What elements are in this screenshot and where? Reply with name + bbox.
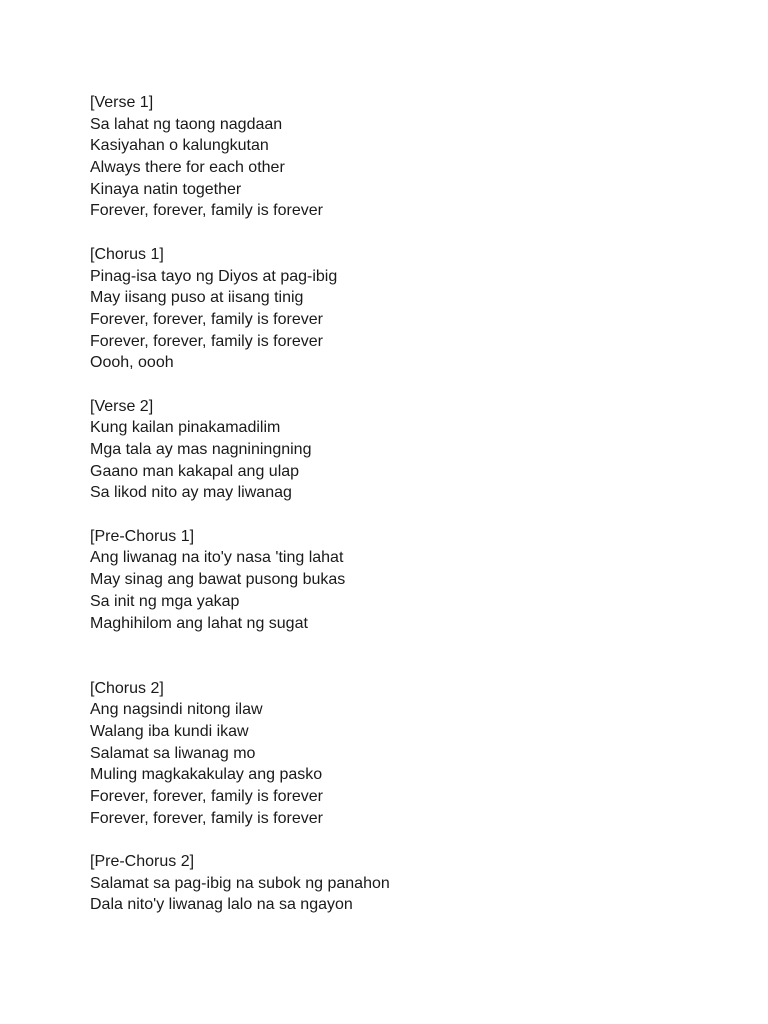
lyric-line: Kung kailan pinakamadilim [90, 419, 281, 437]
section-heading: [Pre-Chorus 1] [90, 527, 195, 545]
section-heading: [Verse 1] [90, 94, 154, 111]
lyric-line: Walang iba kundi ikaw [90, 722, 249, 740]
stanza-gap [90, 374, 390, 396]
lyric-line: Muling magkakakulay ang pasko [90, 766, 323, 784]
stanza-gap [90, 634, 390, 677]
lyric-line: Sa lahat ng taong nagdaan [90, 115, 283, 133]
lyric-line: Salamat sa pag-ibig na subok ng panahon [90, 874, 390, 892]
stanza-gap [90, 504, 390, 526]
lyric-line: May sinag ang bawat pusong bukas [90, 571, 346, 589]
lyric-line: Sa likod nito ay may liwanag [90, 484, 292, 502]
lyric-line: Gaano man kakapal ang ulap [90, 462, 300, 480]
lyric-line: Forever, forever, family is forever [90, 788, 323, 806]
lyric-line: Pinag-isa tayo ng Diyos at pag-ibig [90, 267, 338, 285]
section-heading: [Pre-Chorus 2] [90, 853, 195, 871]
section-heading: [Verse 2] [90, 397, 154, 415]
lyric-line: Ang nagsindi nitong ilaw [90, 701, 263, 719]
section-heading: [Chorus 1] [90, 245, 164, 263]
lyric-line: Mga tala ay mas nagniningning [90, 441, 312, 458]
lyric-line: Forever, forever, family is forever [90, 202, 323, 220]
lyric-line: Maghihilom ang lahat ng sugat [90, 614, 308, 632]
section-heading: [Chorus 2] [90, 679, 164, 697]
lyric-line: Kinaya natin together [90, 180, 242, 198]
lyric-line: Dala nito'y liwanag lalo na sa ngayon [90, 896, 353, 914]
lyric-line: Sa init ng mga yakap [90, 592, 240, 610]
stanza-gap [90, 829, 390, 851]
lyric-line: Forever, forever, family is forever [90, 809, 323, 827]
lyric-line: Forever, forever, family is forever [90, 310, 323, 328]
lyric-line: May iisang puso at iisang tinig [90, 289, 304, 307]
lyric-line: Ang liwanag na ito'y nasa 'ting lahat [90, 549, 344, 567]
lyric-line: Kasiyahan o kalungkutan [90, 137, 269, 155]
stanza-gap [90, 222, 390, 244]
lyric-line: Salamat sa liwanag mo [90, 744, 256, 762]
lyrics-body [90, 92, 390, 916]
lyric-line: Forever, forever, family is forever [90, 332, 323, 350]
lyric-line: Oooh, oooh [90, 354, 174, 372]
lyric-line: Always there for each other [90, 159, 285, 177]
